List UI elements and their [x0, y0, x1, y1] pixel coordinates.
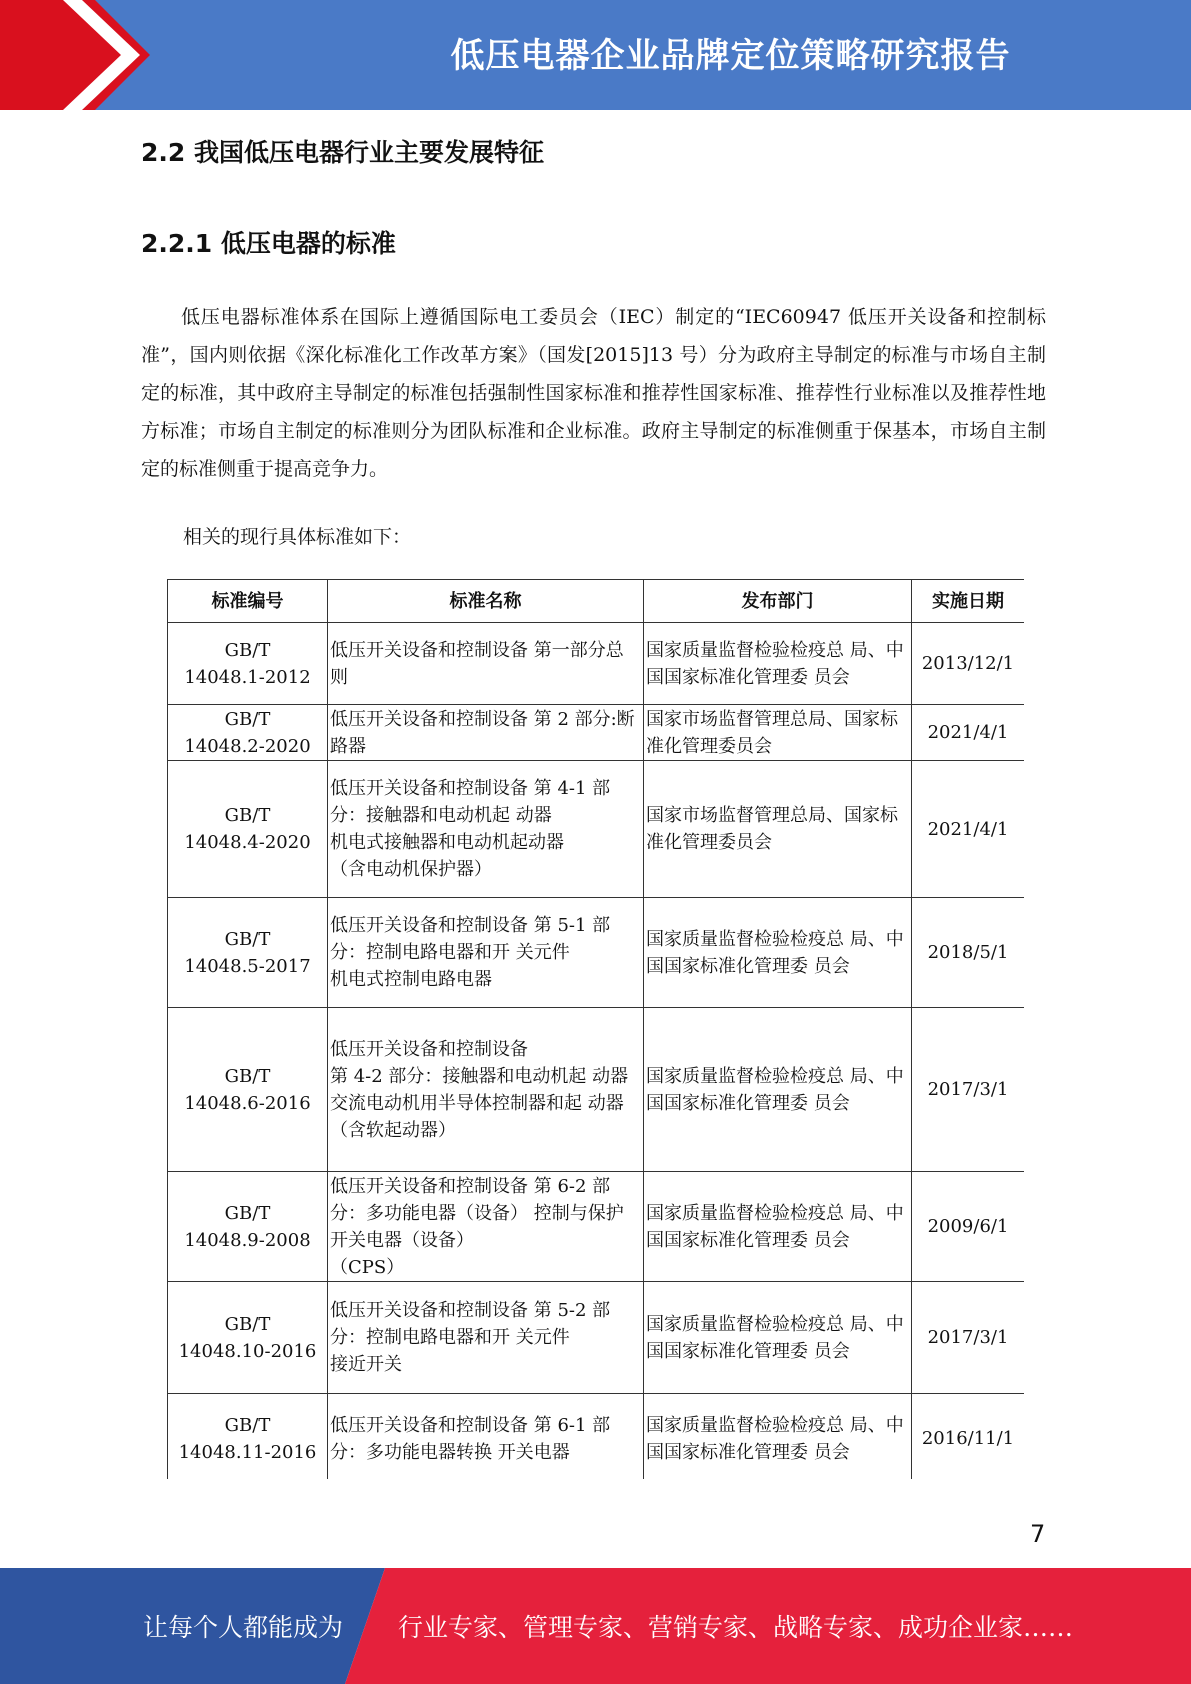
table-row: [168, 1394, 1025, 1480]
standards-table: [167, 579, 1024, 1479]
column-header: 实施日期: [912, 580, 1025, 623]
page-number: 7: [1030, 1520, 1046, 1548]
standard-code: GB/T 14048.11-2016: [168, 1394, 328, 1480]
issuing-department: 国家质量监督检验检疫总 局、中国国家标准化管理委 员会: [644, 1008, 912, 1172]
table-row: [168, 623, 1025, 705]
standard-code: GB/T 14048.1-2012: [168, 623, 328, 705]
effective-date: 2021/4/1: [912, 705, 1025, 761]
standard-name: 低压开关设备和控制设备 第 6-2 部分：多功能电器（设备） 控制与保护开关电器（设备） （CPS）: [328, 1172, 644, 1282]
effective-date: 2009/6/1: [912, 1172, 1025, 1282]
standard-name: 低压开关设备和控制设备 第 4-2 部分：接触器和电动机起 动器 交流电动机用半导体控制器和起 动器 （含软起动器）: [328, 1008, 644, 1172]
standard-name: 低压开关设备和控制设备 第 2 部分:断路器: [328, 705, 644, 761]
section-heading: 2.2 我国低压电器行业主要发展特征: [141, 138, 544, 167]
issuing-department: 国家质量监督检验检疫总 局、中国国家标准化管理委 员会: [644, 623, 912, 705]
standard-name: 低压开关设备和控制设备 第 6-1 部分：多功能电器转换 开关电器: [328, 1394, 644, 1480]
page-footer: [0, 1568, 1191, 1684]
standard-name: 低压开关设备和控制设备 第 4-1 部分：接触器和电动机起 动器 机电式接触器和电动机起动器 （含电动机保护器）: [328, 761, 644, 898]
issuing-department: 国家市场监督管理总局、国家标准化管理委员会: [644, 761, 912, 898]
standards-table-container: [167, 579, 1024, 1479]
standard-name: 低压开关设备和控制设备 第 5-2 部分：控制电路电器和开 关元件 接近开关: [328, 1282, 644, 1394]
table-row: [168, 898, 1025, 1008]
table-row: [168, 1282, 1025, 1394]
standard-code: GB/T 14048.6-2016: [168, 1008, 328, 1172]
table-row: [168, 705, 1025, 761]
standard-code: GB/T 14048.9-2008: [168, 1172, 328, 1282]
subsection-heading: 2.2.1 低压电器的标准: [141, 229, 396, 258]
footer-slogan-right: 行业专家、管理专家、营销专家、战略专家、成功企业家……: [398, 1613, 1074, 1642]
effective-date: 2017/3/1: [912, 1282, 1025, 1394]
table-row: [168, 1172, 1025, 1282]
effective-date: 2017/3/1: [912, 1008, 1025, 1172]
page-header: [0, 0, 1191, 110]
column-header: 标准编号: [168, 580, 328, 623]
effective-date: 2021/4/1: [912, 761, 1025, 898]
issuing-department: 国家质量监督检验检疫总 局、中国国家标准化管理委 员会: [644, 1172, 912, 1282]
table-intro: 相关的现行具体标准如下：: [183, 526, 412, 548]
table-header-row: [168, 580, 1025, 623]
standard-code: GB/T 14048.10-2016: [168, 1282, 328, 1394]
report-title: 低压电器企业品牌定位策略研究报告: [450, 36, 1011, 76]
effective-date: 2016/11/1: [912, 1394, 1025, 1480]
issuing-department: 国家质量监督检验检疫总 局、中国国家标准化管理委 员会: [644, 1394, 912, 1480]
table-row: [168, 761, 1025, 898]
header-chevron-decoration: [0, 0, 160, 110]
column-header: 发布部门: [644, 580, 912, 623]
effective-date: 2013/12/1: [912, 623, 1025, 705]
standard-code: GB/T 14048.2-2020: [168, 705, 328, 761]
issuing-department: 国家市场监督管理总局、国家标准化管理委员会: [644, 705, 912, 761]
table-row: [168, 1008, 1025, 1172]
issuing-department: 国家质量监督检验检疫总 局、中国国家标准化管理委 员会: [644, 898, 912, 1008]
standard-name: 低压开关设备和控制设备 第 5-1 部分：控制电路电器和开 关元件 机电式控制电路电器: [328, 898, 644, 1008]
body-paragraph: 低压电器标准体系在国际上遵循国际电工委员会（IEC）制定的“IEC60947 低压开关设备和控制标准”，国内则依据《深化标准化工作改革方案》（国发[2015]13 号）分为政府主导制定的标准与市场自主制定的标准，其中政府主导制定的标准包括强制性国家标准和推荐性国家标准、推荐性行业标准以及推荐性地方标准；市场自主制定的标准则分为团队标准和企业标准。政府主导制定的标准侧重于保基本，市场自主制定的标准侧重于提高竞争力。: [141, 306, 1046, 480]
effective-date: 2018/5/1: [912, 898, 1025, 1008]
standard-code: GB/T 14048.5-2017: [168, 898, 328, 1008]
standard-code: GB/T 14048.4-2020: [168, 761, 328, 898]
footer-slogan-left: 让每个人都能成为: [143, 1613, 344, 1642]
standard-name: 低压开关设备和控制设备 第一部分总则: [328, 623, 644, 705]
column-header: 标准名称: [328, 580, 644, 623]
issuing-department: 国家质量监督检验检疫总 局、中国国家标准化管理委 员会: [644, 1282, 912, 1394]
